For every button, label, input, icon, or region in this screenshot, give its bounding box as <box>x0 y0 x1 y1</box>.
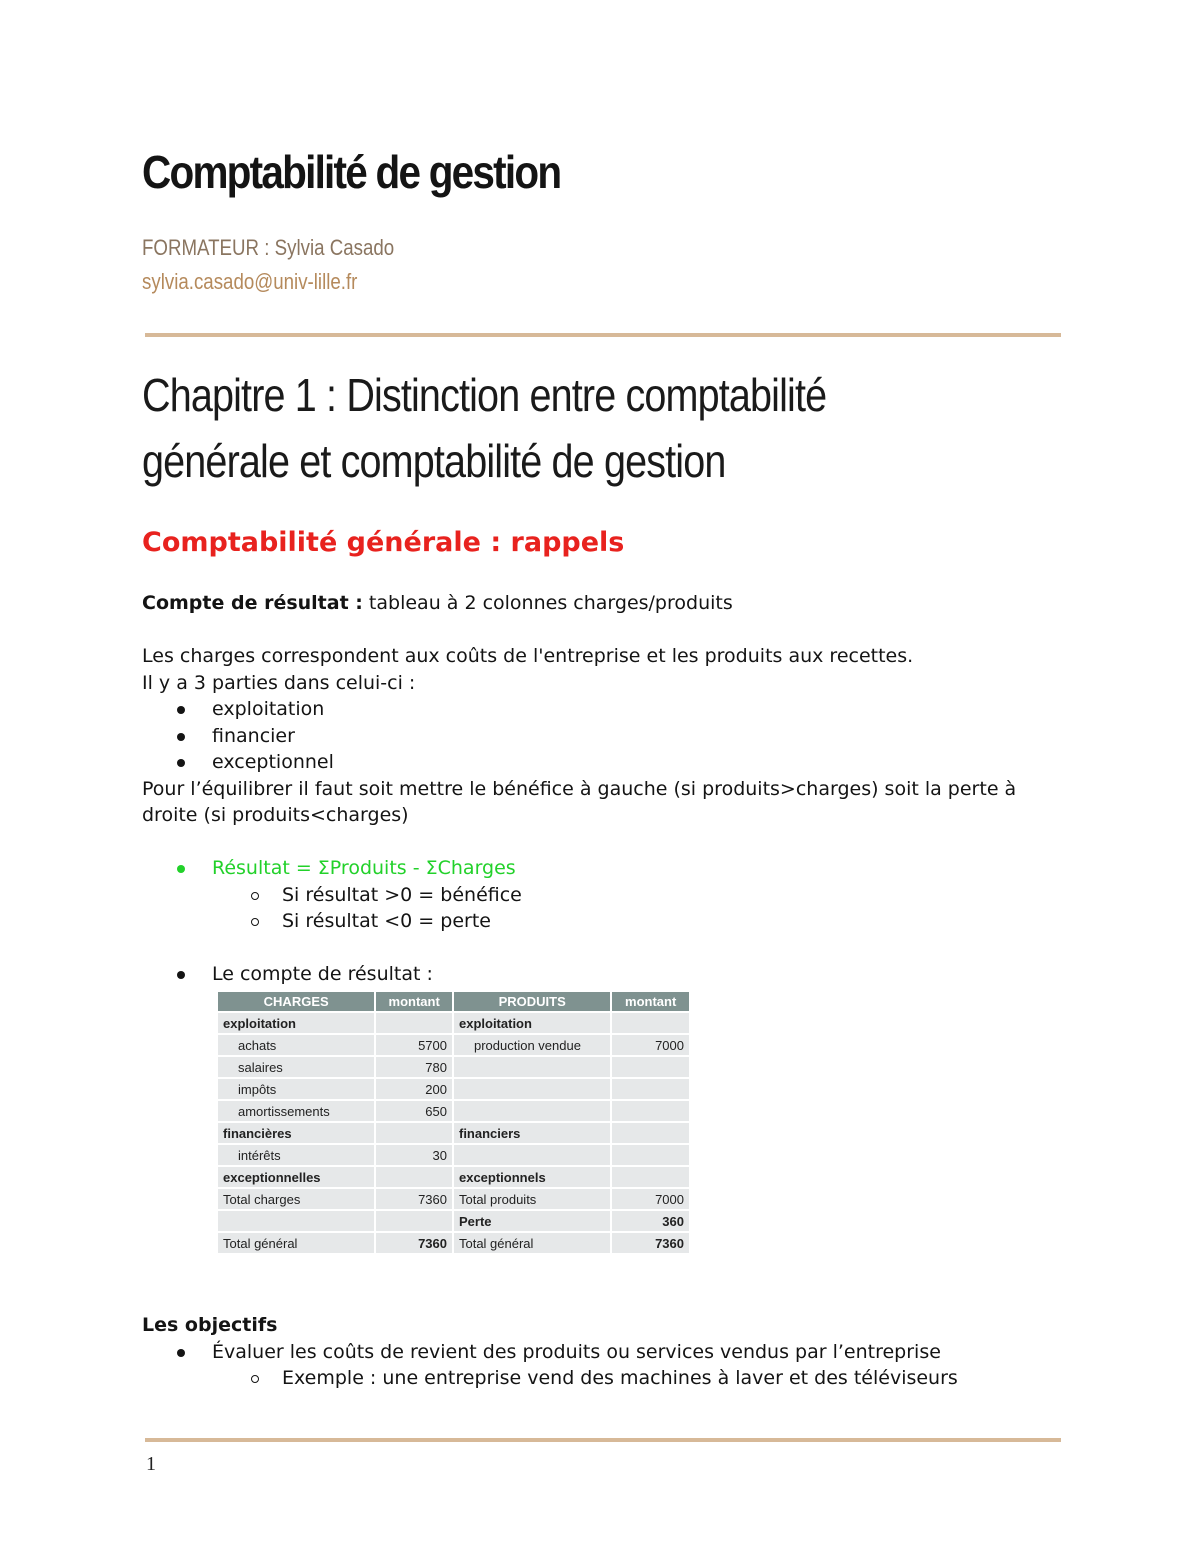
list-item: Si résultat >0 = bénéfice <box>142 882 1062 909</box>
objectives-heading: Les objectifs <box>142 1314 278 1336</box>
parts-intro: Il y a 3 parties dans celui-ci : <box>142 671 416 694</box>
table-cell <box>612 1057 689 1077</box>
section-body <box>142 590 1062 988</box>
table-cell <box>612 1167 689 1187</box>
table-cell <box>218 1211 374 1231</box>
table-cell: production vendue <box>454 1035 610 1055</box>
table-cell: 7000 <box>612 1189 689 1209</box>
compte-paragraph <box>142 590 1062 617</box>
table-cell: 7360 <box>376 1189 452 1209</box>
column-header: montant <box>612 992 689 1011</box>
chapter-title <box>142 362 916 494</box>
table-cell: exploitation <box>218 1013 374 1033</box>
table-cell: amortissements <box>218 1101 374 1121</box>
section-heading: Comptabilité générale : rappels <box>142 527 625 558</box>
table-cell: Total général <box>454 1233 610 1253</box>
list-item: financier <box>142 723 1062 750</box>
table-cell <box>376 1167 452 1187</box>
table-cell: exceptionnels <box>454 1167 610 1187</box>
table-row <box>218 1189 689 1209</box>
table-cell <box>612 1101 689 1121</box>
table-cell: 780 <box>376 1057 452 1077</box>
table-cell: financières <box>218 1123 374 1143</box>
header-divider <box>145 333 1061 337</box>
table-cell: exploitation <box>454 1013 610 1033</box>
objectives-block <box>142 1312 1062 1392</box>
table-cell <box>612 1079 689 1099</box>
table-row <box>218 1013 689 1033</box>
table-cell: impôts <box>218 1079 374 1099</box>
table-cell <box>454 1079 610 1099</box>
table-row <box>218 1211 689 1231</box>
objectives-list <box>142 1339 1062 1366</box>
objectives-sublist <box>142 1365 1062 1392</box>
table-cell: 7360 <box>612 1233 689 1253</box>
chapter-title-line-1: Chapitre 1 : Distinction entre comptabilité <box>142 369 827 421</box>
trainer-email-link[interactable]: sylvia.casado@univ-lille.fr <box>142 269 358 294</box>
table-cell <box>454 1101 610 1121</box>
table-row <box>218 1145 689 1165</box>
table-row <box>218 1167 689 1187</box>
table-cell <box>454 1145 610 1165</box>
table-row <box>218 1035 689 1055</box>
table-row <box>218 1101 689 1121</box>
table-cell: 360 <box>612 1211 689 1231</box>
charges-paragraph: Les charges correspondent aux coûts de l'entreprise et les produits aux recettes. <box>142 645 914 667</box>
table-cell: Total général <box>218 1233 374 1253</box>
table-row <box>218 1079 689 1099</box>
table-cell: 30 <box>376 1145 452 1165</box>
column-header: CHARGES <box>218 992 374 1011</box>
table-cell: 200 <box>376 1079 452 1099</box>
table-cell: Total produits <box>454 1189 610 1209</box>
parts-list <box>142 696 1062 776</box>
column-header: montant <box>376 992 452 1011</box>
table-cell: 7360 <box>376 1233 452 1253</box>
table-cell: 5700 <box>376 1035 452 1055</box>
table-cell <box>612 1145 689 1165</box>
table-cell <box>376 1123 452 1143</box>
trainer-line <box>142 235 394 261</box>
compte-label: Compte de résultat : <box>142 592 363 614</box>
document-title: Comptabilité de gestion <box>142 146 561 198</box>
list-item: Si résultat <0 = perte <box>142 908 1062 935</box>
result-sublist <box>142 882 1062 935</box>
page-number: 1 <box>146 1453 156 1475</box>
table-header-row <box>218 992 689 1011</box>
table-cell <box>612 1123 689 1143</box>
table-cell: Perte <box>454 1211 610 1231</box>
formula-item: Résultat = ΣProduits - ΣCharges <box>142 855 1062 882</box>
compte-resultat-table <box>216 990 691 1255</box>
table-intro-list <box>142 961 1062 988</box>
table-cell <box>612 1013 689 1033</box>
table-cell: 7000 <box>612 1035 689 1055</box>
list-item: exceptionnel <box>142 749 1062 776</box>
column-header: PRODUITS <box>454 992 610 1011</box>
table-intro-item: Le compte de résultat : <box>142 961 1062 988</box>
table-row <box>218 1233 689 1253</box>
table-cell <box>376 1013 452 1033</box>
trainer-name: Sylvia Casado <box>274 235 395 260</box>
formula-list <box>142 855 1062 882</box>
table-cell: Total charges <box>218 1189 374 1209</box>
table-cell <box>376 1211 452 1231</box>
list-item: Exemple : une entreprise vend des machines à laver et des téléviseurs <box>142 1365 1062 1392</box>
table-cell: intérêts <box>218 1145 374 1165</box>
footer-divider <box>145 1438 1061 1442</box>
trainer-label: FORMATEUR : <box>142 235 270 260</box>
table-cell: financiers <box>454 1123 610 1143</box>
table-cell: salaires <box>218 1057 374 1077</box>
table-row <box>218 1057 689 1077</box>
compte-text: tableau à 2 colonnes charges/produits <box>362 592 733 614</box>
list-item: Évaluer les coûts de revient des produits ou services vendus par l’entreprise <box>142 1339 1062 1366</box>
table-cell: 650 <box>376 1101 452 1121</box>
balance-paragraph: Pour l’équilibrer il faut soit mettre le bénéfice à gauche (si produits>charges) soit la perte à droite (si produits<charges) <box>142 777 1017 826</box>
list-item: exploitation <box>142 696 1062 723</box>
table-cell <box>454 1057 610 1077</box>
table-row <box>218 1123 689 1143</box>
table-cell: exceptionnelles <box>218 1167 374 1187</box>
table-cell: achats <box>218 1035 374 1055</box>
chapter-title-line-2: générale et comptabilité de gestion <box>142 435 726 487</box>
